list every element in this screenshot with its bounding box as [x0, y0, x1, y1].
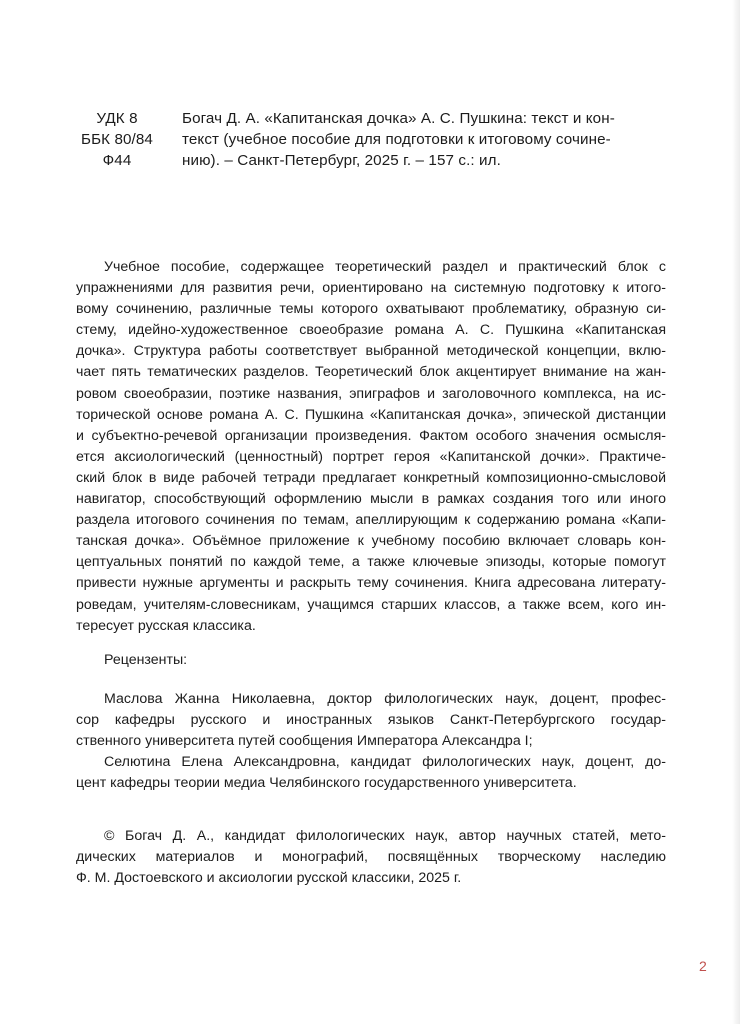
abstract-line: стему, идейно-художественное своеобразие романа А. С. Пушкина «Капитанская: [76, 322, 666, 339]
abstract-line: чает пять тематических разделов. Теоретический блок акцентирует внимание на жан-: [76, 364, 666, 381]
abstract-line: упражнениями для развития речи, ориентировано на системную подготовку к итого-: [76, 280, 666, 297]
reviewer-line: сор кафедры русского и иностранных языков Санкт-Петербургского государ-: [76, 712, 666, 729]
page-edge-shadow: [732, 0, 740, 1024]
abstract-line: танская дочка». Объёмное приложение к учебному пособию включает словарь кон-: [76, 533, 666, 550]
abstract-line: привести нужные аргументы и раскрыть тему сочинения. Книга адресована литерату-: [76, 575, 666, 592]
abstract-line: торической основе романа А. С. Пушкина «Капитанская дочка», эпической дистанции: [76, 406, 666, 423]
page-number: 2: [699, 958, 707, 974]
bbk-code: ББК 80/84: [81, 131, 153, 148]
reference-line: Богач Д. А. «Капитанская дочка» А. С. Пушкина: текст и кон-: [182, 110, 615, 127]
abstract-line: ется аксиологический (ценностный) портрет героя «Капитанской дочки». Практиче-: [76, 448, 666, 465]
author-mark: Ф44: [102, 152, 132, 169]
abstract-line: вому сочинению, различные темы которого охватывают проблематику, образную си-: [76, 301, 666, 318]
classification-codes: [62, 108, 172, 171]
reference-line: нию). – Санкт-Петербург, 2025 г. – 157 с.: ил.: [182, 152, 501, 169]
abstract-line: ровом своеобразии, поэтике названия, эпиграфов и заголовочного комплекса, на ис-: [76, 385, 666, 402]
abstract-line: ский блок в виде рабочей тетради предлагает конкретный композиционно-смысловой: [76, 469, 666, 486]
abstract-line: раздела итогового сочинения по темам, апеллирующим к содержанию романа «Капи-: [76, 512, 666, 529]
abstract-line: и субъектно-речевой организации произведения. Фактом особого значения осмысля-: [76, 427, 666, 444]
reviewers-heading: Рецензенты:: [104, 652, 188, 668]
reference-line: текст (учебное пособие для подготовки к итоговому сочине-: [182, 131, 611, 148]
copyright-notice: [76, 826, 666, 889]
abstract-line: дочка». Структура работы соответствует выбранной методической концепции, вклю-: [76, 343, 666, 360]
copyright-line: дических материалов и монографий, посвящённых творческому наследию: [76, 849, 666, 866]
reviewer-line: Селютина Елена Александровна, кандидат филологических наук, доцент, до-: [104, 754, 666, 771]
abstract-line: Учебное пособие, содержащее теоретический раздел и практический блок с: [104, 259, 666, 275]
abstract-line: тересует русская классика.: [76, 617, 256, 634]
abstract-line: цептуальных понятий по каждой теме, а также ключевые эпизоды, которые помогут: [76, 554, 666, 571]
reviewers-list: [76, 689, 666, 794]
udc-code: УДК 8: [96, 110, 138, 127]
abstract-line: навигатор, способствующий оформлению мысли в рамках создания того или иного: [76, 491, 666, 508]
reviewer-line: Маслова Жанна Николаевна, доктор филологических наук, доцент, профес-: [104, 691, 666, 707]
abstract-line: роведам, учителям-словесникам, учащимся старших классов, а также всем, кого ин-: [76, 596, 666, 613]
copyright-line: © Богач Д. А., кандидат филологических наук, автор научных статей, мето-: [104, 828, 666, 844]
reviewer-line: цент кафедры теории медиа Челябинского государственного университета.: [76, 775, 577, 792]
reviewer-line: ственного университета путей сообщения Императора Александра I;: [76, 733, 533, 750]
copyright-line: Ф. М. Достоевского и аксиологии русской классики, 2025 г.: [76, 870, 462, 887]
abstract: [76, 257, 666, 637]
bibliographic-reference: [182, 108, 650, 171]
